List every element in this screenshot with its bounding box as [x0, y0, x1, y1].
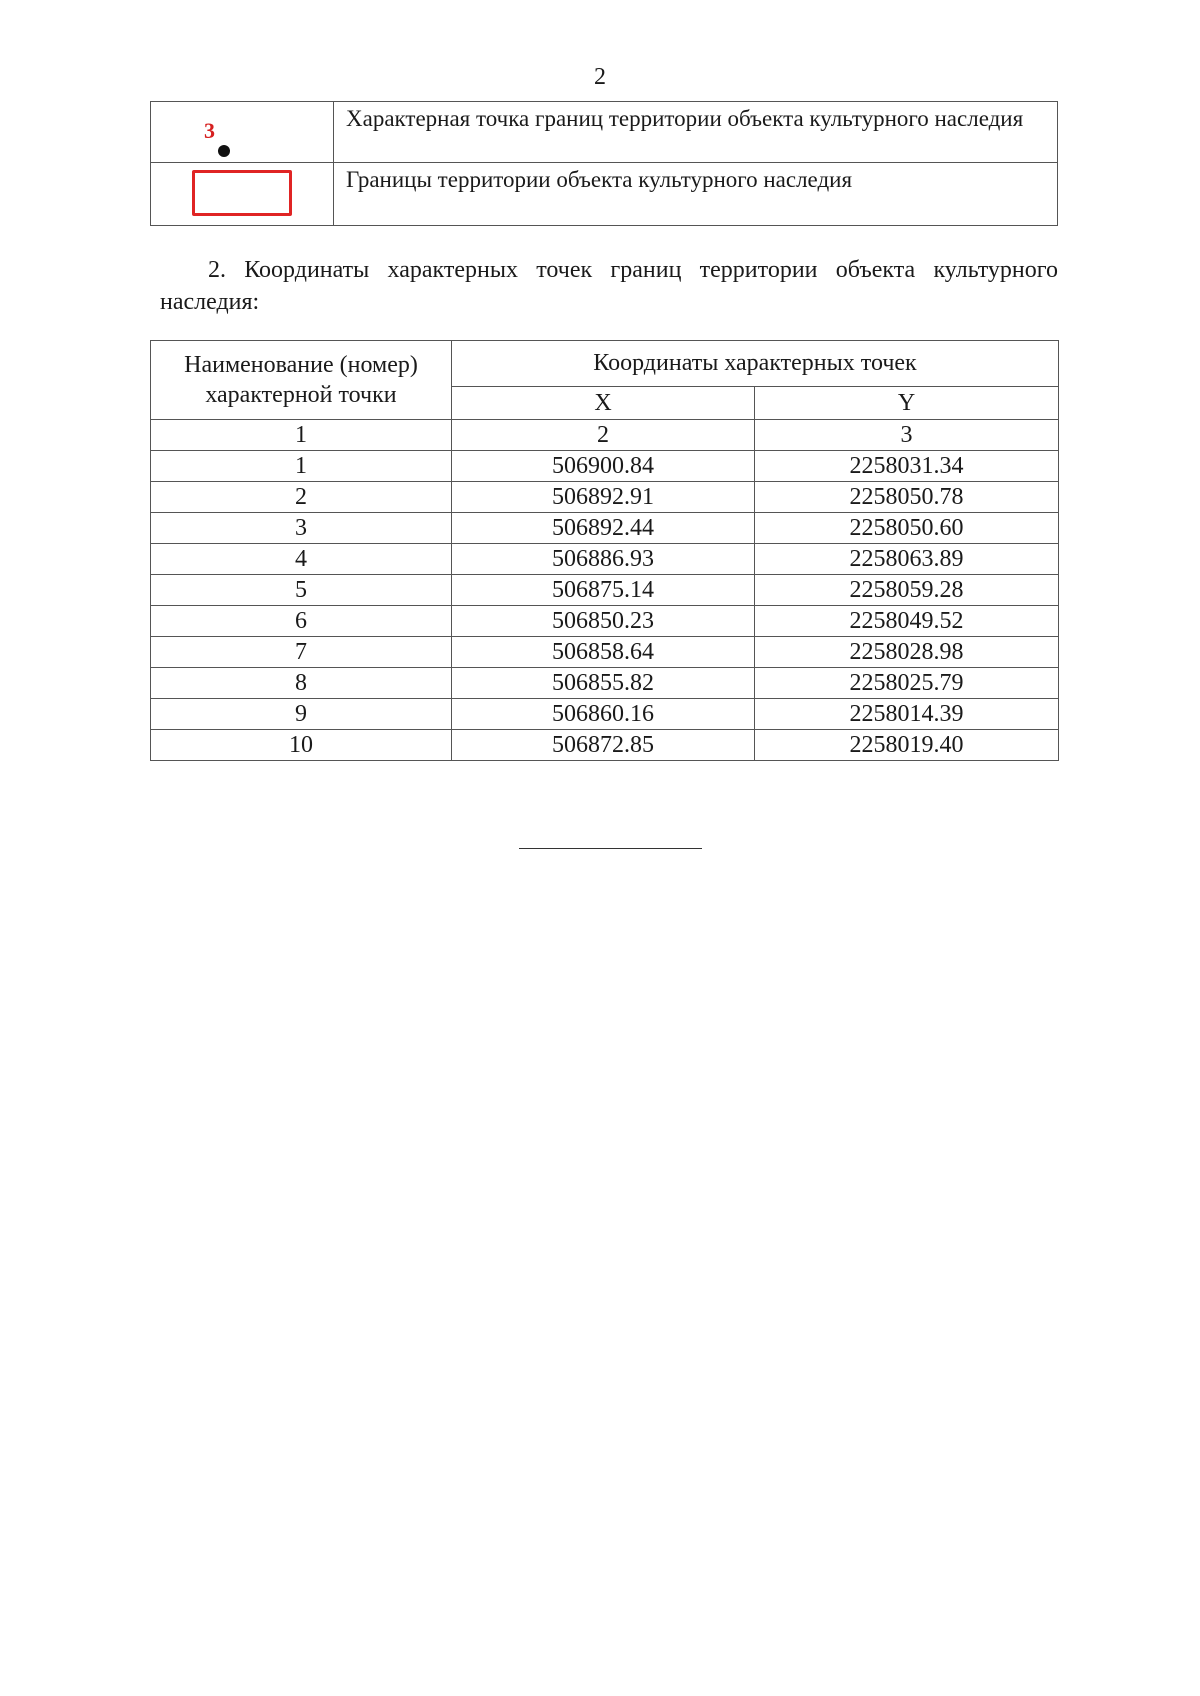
table-row [151, 513, 1059, 544]
table-row [151, 668, 1059, 699]
point-number: 1 [151, 451, 452, 482]
coord-x: 506892.91 [452, 482, 755, 513]
point-number: 10 [151, 730, 452, 761]
header-y: Y [755, 386, 1059, 419]
coord-y: 2258049.52 [755, 606, 1059, 637]
header-x: X [452, 386, 755, 419]
header-point-name: Наименование (номер) характерной точки [151, 341, 452, 420]
point-number: 2 [151, 482, 452, 513]
legend-symbol-cell [151, 102, 334, 163]
coord-x: 506855.82 [452, 668, 755, 699]
boundary-outline-icon [192, 170, 292, 216]
coord-x: 506872.85 [452, 730, 755, 761]
table-row [151, 451, 1059, 482]
coord-x: 506875.14 [452, 575, 755, 606]
coord-x: 506850.23 [452, 606, 755, 637]
column-number: 1 [151, 420, 452, 451]
table-row [151, 730, 1059, 761]
table-row [151, 606, 1059, 637]
point-number: 7 [151, 637, 452, 668]
column-numbers-row [151, 420, 1059, 451]
coord-y: 2258063.89 [755, 544, 1059, 575]
legend-description: Границы территории объекта культурного наследия [334, 163, 1058, 226]
end-divider [519, 848, 702, 849]
point-number: 8 [151, 668, 452, 699]
coord-y: 2258059.28 [755, 575, 1059, 606]
point-number: 5 [151, 575, 452, 606]
coord-y: 2258050.60 [755, 513, 1059, 544]
table-row [151, 482, 1059, 513]
page-number: 2 [594, 64, 606, 90]
point-number: 6 [151, 606, 452, 637]
header-coordinates: Координаты характерных точек [452, 341, 1059, 387]
coord-x: 506900.84 [452, 451, 755, 482]
coord-x: 506892.44 [452, 513, 755, 544]
coord-x: 506886.93 [452, 544, 755, 575]
section-paragraph: 2. Координаты характерных точек границ территории объекта культурного наследия: [160, 257, 1058, 315]
legend-row-boundary [151, 163, 1058, 226]
column-number: 3 [755, 420, 1059, 451]
coord-y: 2258025.79 [755, 668, 1059, 699]
table-row [151, 544, 1059, 575]
point-number: 3 [151, 513, 452, 544]
coord-x: 506860.16 [452, 699, 755, 730]
point-number-label: 3 [204, 118, 215, 143]
coord-y: 2258050.78 [755, 482, 1059, 513]
coord-x: 506858.64 [452, 637, 755, 668]
table-row [151, 699, 1059, 730]
coordinates-table [150, 340, 1059, 761]
coord-y: 2258028.98 [755, 637, 1059, 668]
point-number: 4 [151, 544, 452, 575]
legend-row-point [151, 102, 1058, 163]
table-row [151, 575, 1059, 606]
legend-symbol-cell [151, 163, 334, 226]
coord-y: 2258019.40 [755, 730, 1059, 761]
characteristic-point-icon [218, 145, 230, 157]
coord-y: 2258014.39 [755, 699, 1059, 730]
coord-y: 2258031.34 [755, 451, 1059, 482]
legend-description: Характерная точка границ территории объекта культурного наследия [334, 102, 1058, 163]
legend-table [150, 101, 1058, 226]
column-number: 2 [452, 420, 755, 451]
table-row [151, 637, 1059, 668]
point-number: 9 [151, 699, 452, 730]
